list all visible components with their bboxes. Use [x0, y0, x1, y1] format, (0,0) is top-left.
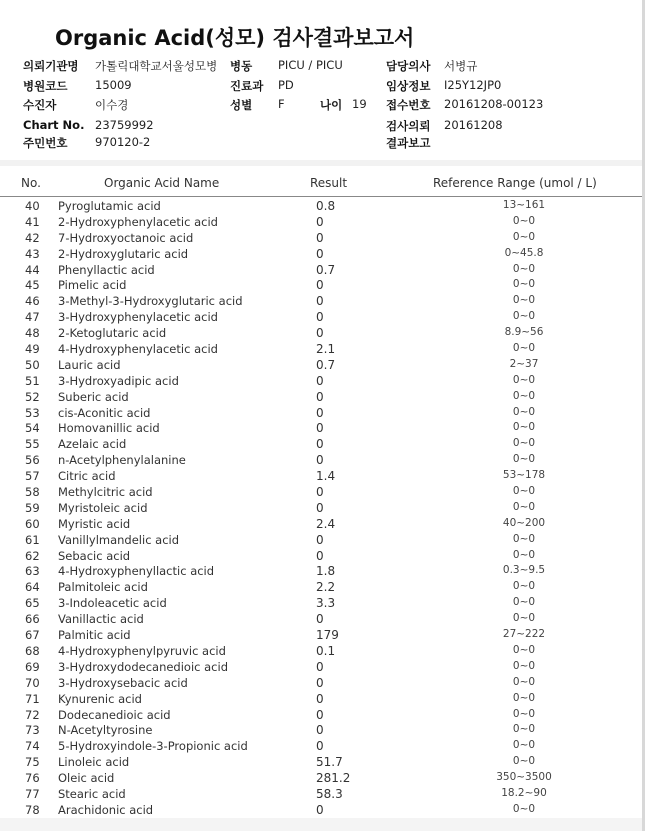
row-no: 64 [25, 580, 40, 595]
report-title: Organic Acid(성모) 검사결과보고서 [55, 26, 415, 50]
row-range: 0~0 [512, 643, 536, 656]
row-result: 0 [316, 500, 324, 515]
row-name: Sebacic acid [58, 548, 131, 563]
table-row [0, 294, 642, 310]
row-range: 0~0 [512, 278, 536, 291]
row-no: 46 [25, 294, 40, 309]
row-result: 0 [316, 214, 324, 229]
row-range: 350~3500 [496, 771, 552, 784]
receipt-label: 접수번호 [386, 98, 431, 112]
row-result: 0 [316, 437, 324, 452]
table-row [0, 803, 642, 819]
row-range: 0~0 [512, 389, 536, 402]
table-row [0, 771, 642, 787]
age-label: 나이 [320, 98, 343, 112]
hospital-value: 가톨릭대학교서울성모병 [95, 59, 218, 73]
col-no-header: No. [21, 176, 41, 190]
row-no: 66 [25, 612, 40, 627]
row-name: 3-Hydroxyphenylacetic acid [58, 310, 218, 325]
row-name: 3-Indoleacetic acid [58, 596, 167, 611]
row-result: 3.3 [316, 596, 336, 611]
row-range: 0~0 [512, 548, 536, 561]
row-range: 13~161 [502, 199, 546, 211]
row-range: 0~0 [512, 723, 536, 736]
row-result: 0 [316, 453, 324, 468]
row-name: 4-Hydroxyphenylpyruvic acid [58, 643, 226, 658]
row-result: 2.4 [316, 516, 336, 531]
doctor-label: 담당의사 [386, 59, 431, 73]
row-range: 0~0 [512, 214, 536, 227]
row-result: 2.2 [316, 580, 336, 595]
row-no: 62 [25, 548, 40, 563]
row-no: 40 [25, 199, 40, 213]
row-range: 0~0 [512, 802, 536, 815]
row-result: 1.8 [316, 564, 336, 579]
row-range: 18.2~90 [501, 786, 547, 799]
row-range: 0~0 [512, 500, 536, 513]
row-range: 0~0 [512, 739, 536, 752]
row-result: 0 [316, 675, 324, 690]
row-name: Vanillactic acid [58, 612, 144, 627]
table-row [0, 326, 642, 342]
row-range: 8.9~56 [504, 326, 544, 339]
row-name: Kynurenic acid [58, 691, 142, 706]
ward-value: PICU / PICU [278, 58, 343, 72]
row-name: Oleic acid [58, 771, 115, 786]
table-row [0, 421, 642, 437]
row-no: 70 [25, 675, 40, 690]
row-result: 0 [316, 389, 324, 404]
receipt-value: 20161208-00123 [444, 97, 544, 111]
sex-label: 성별 [230, 98, 253, 112]
row-range: 0~0 [512, 373, 536, 386]
table-row [0, 231, 642, 247]
row-no: 54 [25, 421, 40, 436]
row-name: Palmitoleic acid [58, 580, 148, 595]
row-no: 67 [25, 628, 40, 643]
row-result: 58.3 [316, 786, 343, 801]
table-row [0, 263, 642, 279]
row-result: 0.7 [316, 357, 336, 372]
code-label: 병원코드 [23, 79, 68, 93]
row-result: 0 [316, 548, 324, 563]
col-range-header: Reference Range (umol / L) [433, 176, 597, 190]
row-name: Homovanillic acid [58, 421, 160, 436]
row-result: 0 [316, 532, 324, 547]
row-name: Vanillylmandelic acid [58, 532, 180, 547]
row-name: Methylcitric acid [58, 485, 153, 500]
row-result: 0 [316, 310, 324, 325]
table-row [0, 278, 642, 294]
row-no: 52 [25, 389, 40, 404]
row-range: 0~0 [512, 310, 536, 323]
table-row [0, 755, 642, 771]
row-no: 49 [25, 342, 40, 357]
row-name: 3-Hydroxysebacic acid [58, 675, 188, 690]
row-range: 0~0 [512, 532, 536, 545]
patient-label: 수진자 [23, 98, 57, 112]
table-row [0, 644, 642, 660]
row-no: 44 [25, 262, 40, 277]
row-no: 41 [25, 214, 40, 229]
row-range: 0~0 [512, 675, 536, 688]
row-no: 77 [25, 786, 40, 801]
row-name: Pimelic acid [58, 278, 127, 293]
table-row [0, 374, 642, 390]
table-row [0, 612, 642, 628]
table-row [0, 358, 642, 374]
row-name: Lauric acid [58, 357, 121, 372]
table-row [0, 708, 642, 724]
row-range: 0~0 [512, 453, 536, 466]
row-no: 74 [25, 739, 40, 754]
row-result: 0 [316, 373, 324, 388]
row-name: 3-Methyl-3-Hydroxyglutaric acid [58, 294, 243, 309]
row-result: 0 [316, 246, 324, 261]
table-row [0, 549, 642, 565]
row-result: 0 [316, 230, 324, 245]
row-range: 0~0 [512, 294, 536, 307]
row-range: 0.3~9.5 [502, 564, 546, 577]
row-name: 3-Hydroxydodecanedioic acid [58, 659, 229, 674]
row-name: Myristoleic acid [58, 500, 148, 515]
request-value: 20161208 [444, 118, 503, 132]
row-no: 47 [25, 310, 40, 325]
row-range: 0~0 [512, 405, 536, 418]
row-no: 61 [25, 532, 40, 547]
row-range: 0~0 [512, 342, 536, 355]
row-name: Palmitic acid [58, 628, 131, 643]
row-name: Linoleic acid [58, 755, 130, 770]
results-table-body [0, 199, 642, 819]
table-row [0, 342, 642, 358]
table-row [0, 406, 642, 422]
row-name: n-Acetylphenylalanine [58, 453, 186, 468]
row-result: 0 [316, 278, 324, 293]
row-name: Azelaic acid [58, 437, 127, 452]
id-value: 970120-2 [95, 135, 151, 149]
clinical-value: I25Y12JP0 [444, 78, 502, 92]
row-range: 0~0 [512, 755, 536, 768]
table-row [0, 215, 642, 231]
row-range: 0~0 [512, 707, 536, 720]
table-row [0, 390, 642, 406]
row-no: 72 [25, 707, 40, 722]
row-range: 0~45.8 [504, 246, 544, 259]
row-name: Myristic acid [58, 516, 131, 531]
patient-value: 이수경 [95, 98, 129, 112]
row-no: 43 [25, 246, 40, 261]
row-name: Suberic acid [58, 389, 129, 404]
row-no: 55 [25, 437, 40, 452]
row-name: cis-Aconitic acid [58, 405, 151, 420]
row-range: 0~0 [512, 580, 536, 593]
row-result: 0 [316, 612, 324, 627]
row-range: 0~0 [512, 437, 536, 450]
row-name: 4-Hydroxyphenyllactic acid [58, 564, 215, 579]
table-row [0, 787, 642, 803]
row-result: 0 [316, 485, 324, 500]
table-row [0, 437, 642, 453]
table-row [0, 533, 642, 549]
row-result: 0 [316, 691, 324, 706]
row-no: 71 [25, 691, 40, 706]
row-result: 0 [316, 739, 324, 754]
table-row [0, 723, 642, 739]
chart-label: Chart No. [23, 118, 85, 132]
row-result: 179 [316, 628, 339, 643]
row-result: 0 [316, 326, 324, 341]
row-result: 0 [316, 707, 324, 722]
row-no: 65 [25, 596, 40, 611]
row-range: 2~37 [509, 357, 539, 370]
row-range: 0~0 [512, 612, 536, 625]
row-no: 45 [25, 278, 40, 293]
code-value: 15009 [95, 78, 132, 92]
row-result: 0 [316, 294, 324, 309]
row-result: 0 [316, 659, 324, 674]
row-result: 0.1 [316, 643, 336, 658]
row-name: 2-Ketoglutaric acid [58, 326, 167, 341]
dept-value: PD [278, 78, 294, 92]
row-name: Pyroglutamic acid [58, 199, 161, 213]
row-no: 68 [25, 643, 40, 658]
row-no: 51 [25, 373, 40, 388]
sex-value: F [278, 97, 285, 111]
id-label: 주민번호 [23, 136, 68, 150]
row-result: 281.2 [316, 771, 351, 786]
row-result: 0.8 [316, 199, 336, 213]
ward-label: 병동 [230, 59, 253, 73]
row-range: 0~0 [512, 230, 536, 243]
table-row [0, 580, 642, 596]
request-label: 검사의뢰 [386, 119, 431, 133]
row-name: Phenyllactic acid [58, 262, 155, 277]
row-name: 7-Hydroxyoctanoic acid [58, 230, 194, 245]
table-row [0, 564, 642, 580]
row-name: 2-Hydroxyphenylacetic acid [58, 214, 218, 229]
col-result-header: Result [310, 176, 348, 190]
row-result: 0 [316, 723, 324, 738]
row-range: 0~0 [512, 485, 536, 498]
table-row [0, 453, 642, 469]
table-row [0, 199, 642, 215]
table-row [0, 739, 642, 755]
row-range: 0~0 [512, 421, 536, 434]
table-row [0, 469, 642, 485]
row-no: 59 [25, 500, 40, 515]
report-label: 결과보고 [386, 136, 431, 150]
row-name: 5-Hydroxyindole-3-Propionic acid [58, 739, 248, 754]
row-result: 0 [316, 421, 324, 436]
row-no: 69 [25, 659, 40, 674]
row-name: Stearic acid [58, 786, 126, 801]
table-row [0, 692, 642, 708]
row-name: N-Acetyltyrosine [58, 723, 153, 738]
col-name-header: Organic Acid Name [104, 176, 220, 190]
row-result: 0 [316, 802, 324, 817]
table-row [0, 501, 642, 517]
row-no: 50 [25, 357, 40, 372]
row-no: 76 [25, 771, 40, 786]
row-result: 0.7 [316, 262, 336, 277]
row-range: 0~0 [512, 691, 536, 704]
bottom-shade [0, 818, 642, 831]
row-no: 58 [25, 485, 40, 500]
row-range: 0~0 [512, 596, 536, 609]
row-range: 27~222 [502, 628, 546, 641]
row-range: 0~0 [512, 659, 536, 672]
clinical-label: 임상정보 [386, 79, 431, 93]
row-no: 73 [25, 723, 40, 738]
row-result: 51.7 [316, 755, 343, 770]
row-name: Citric acid [58, 469, 116, 484]
row-name: 4-Hydroxyphenylacetic acid [58, 342, 218, 357]
row-no: 48 [25, 326, 40, 341]
hospital-label: 의뢰기관명 [23, 59, 79, 73]
table-row [0, 660, 642, 676]
dept-label: 진료과 [230, 79, 264, 93]
table-row [0, 596, 642, 612]
row-name: 3-Hydroxyadipic acid [58, 373, 179, 388]
row-no: 53 [25, 405, 40, 420]
row-name: Arachidonic acid [58, 802, 154, 817]
table-row [0, 485, 642, 501]
row-result: 1.4 [316, 469, 336, 484]
row-no: 57 [25, 469, 40, 484]
table-row [0, 676, 642, 692]
row-no: 42 [25, 230, 40, 245]
table-row [0, 628, 642, 644]
row-result: 0 [316, 405, 324, 420]
row-name: 2-Hydroxyglutaric acid [58, 246, 189, 261]
row-no: 56 [25, 453, 40, 468]
age-value: 19 [352, 97, 367, 111]
row-no: 60 [25, 516, 40, 531]
chart-value: 23759992 [95, 118, 154, 132]
row-result: 2.1 [316, 342, 336, 357]
table-row [0, 310, 642, 326]
row-no: 78 [25, 802, 40, 817]
row-no: 75 [25, 755, 40, 770]
row-range: 40~200 [502, 516, 546, 529]
doctor-value: 서병규 [444, 59, 478, 73]
row-name: Dodecanedioic acid [58, 707, 171, 722]
table-row [0, 517, 642, 533]
row-range: 53~178 [502, 469, 546, 482]
row-range: 0~0 [512, 262, 536, 275]
row-no: 63 [25, 564, 40, 579]
table-row [0, 247, 642, 263]
